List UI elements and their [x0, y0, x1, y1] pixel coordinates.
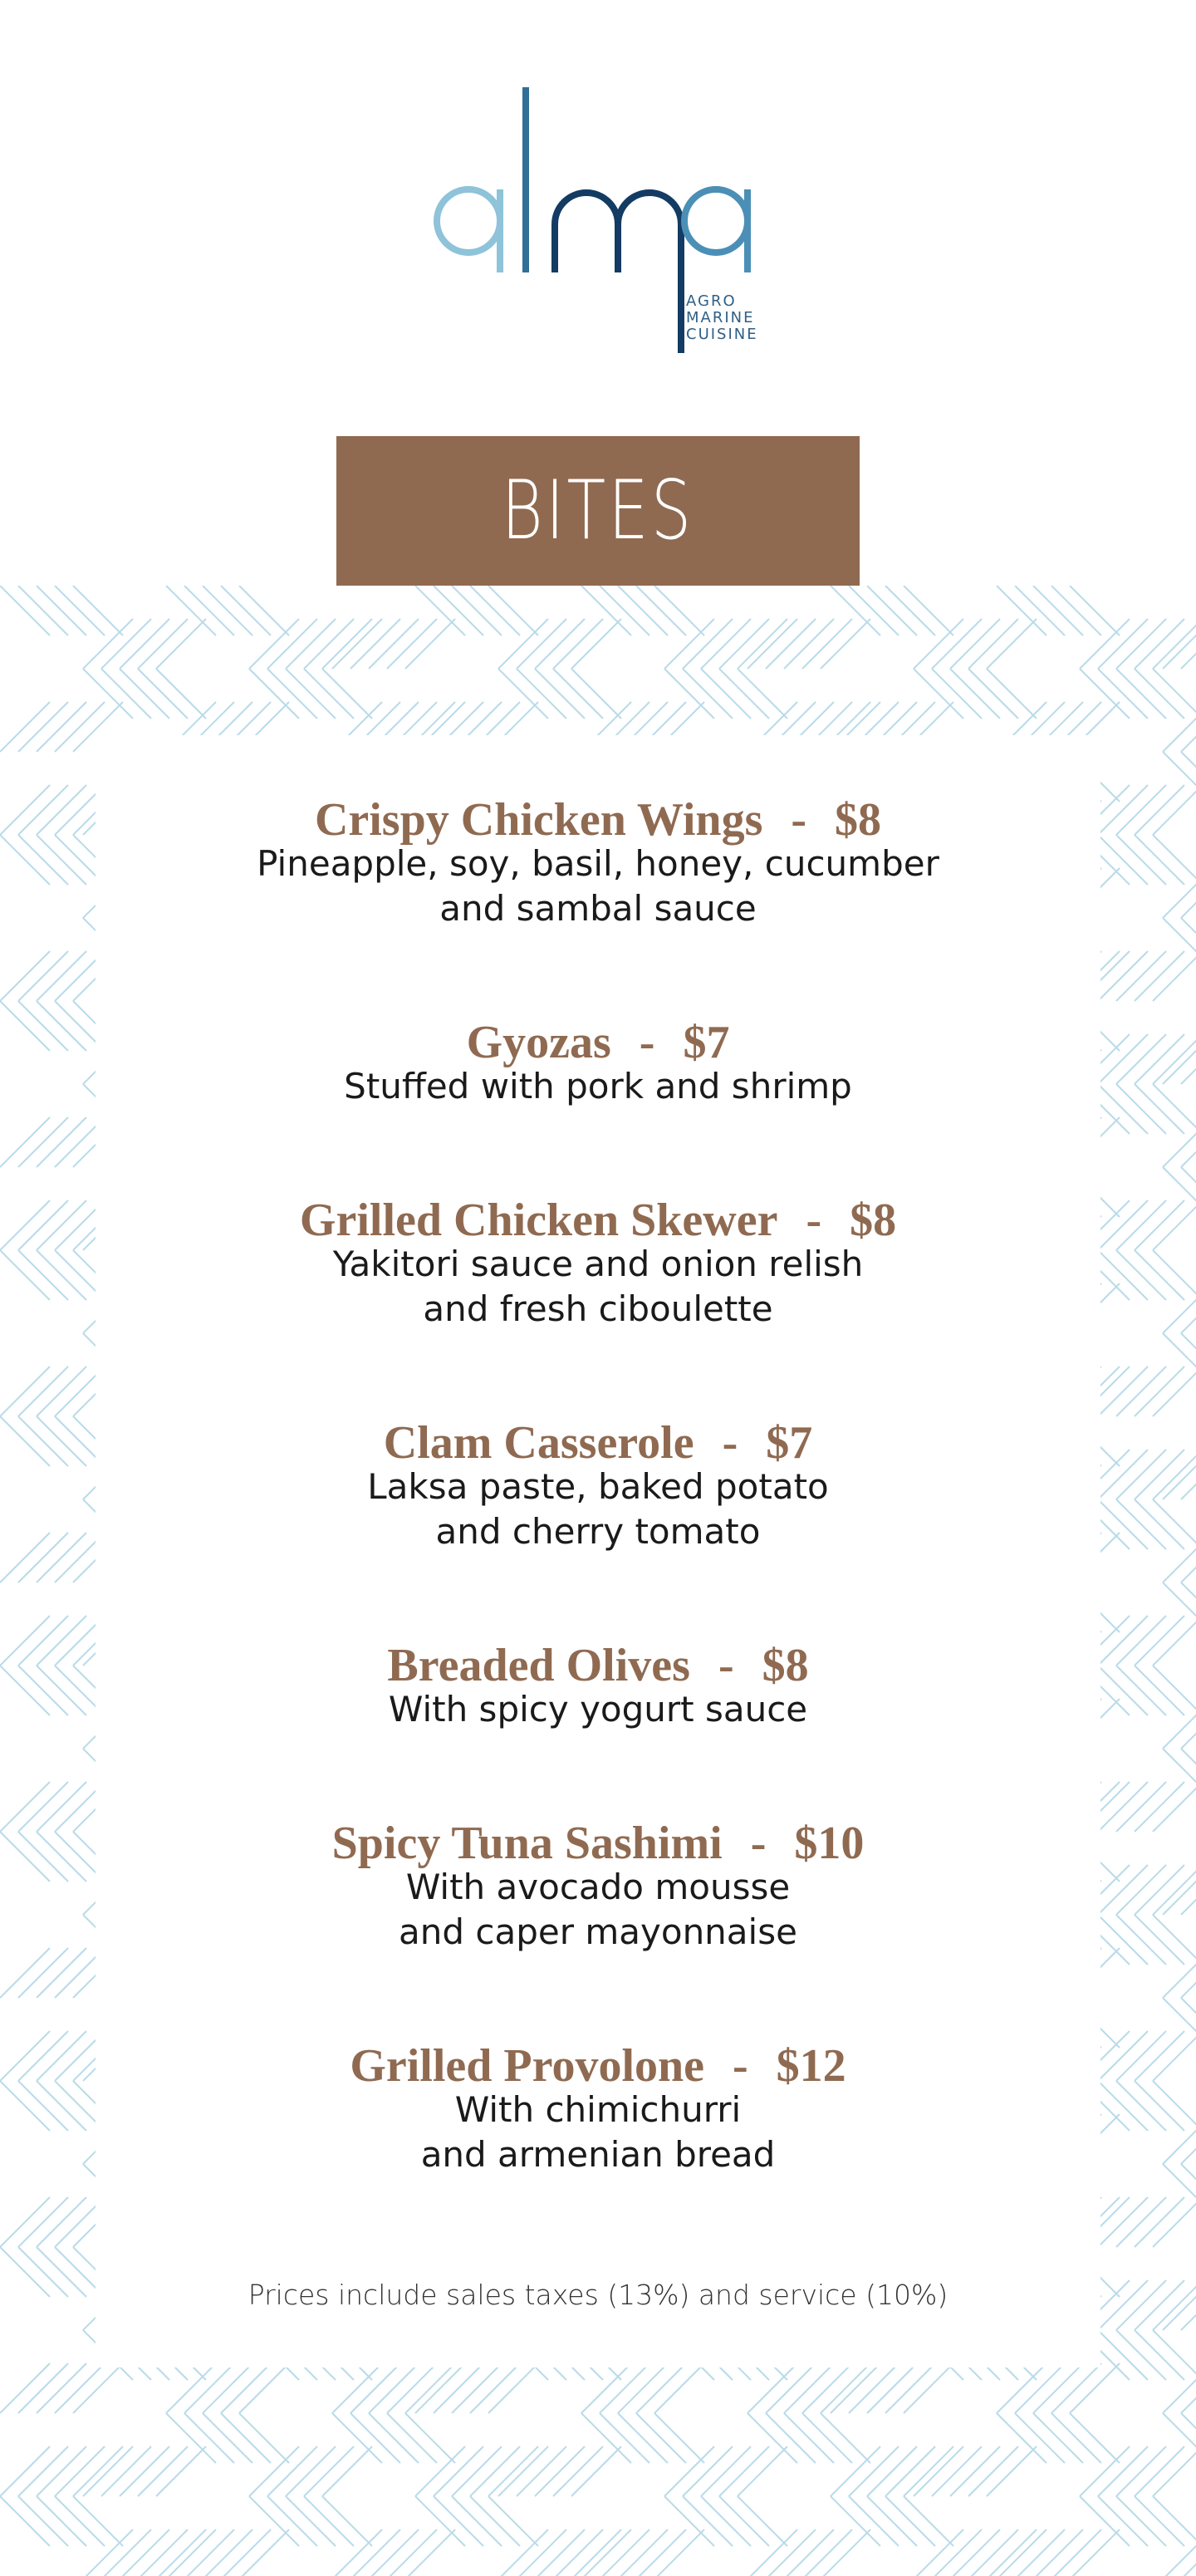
- item-description: [96, 1865, 1100, 1955]
- pattern-stroke: [1163, 1582, 1196, 1632]
- pattern-stroke: [1163, 868, 1196, 918]
- item-separator: -: [806, 1195, 822, 1246]
- pattern-stroke: [1163, 1034, 1196, 1084]
- item-price: $7: [683, 1017, 730, 1068]
- pattern-stroke: [83, 2529, 133, 2576]
- description-line: With chimichurri: [454, 2089, 742, 2130]
- pattern-stroke: [1163, 1450, 1196, 1499]
- description-line: and cherry tomato: [435, 1511, 761, 1552]
- pattern-stroke: [1163, 2363, 1196, 2413]
- item-description: [96, 1687, 1100, 1732]
- pattern-stroke: [1163, 1117, 1196, 1167]
- pattern-stroke: [1163, 1948, 1196, 1998]
- description-line: Pineapple, soy, basil, honey, cucumber: [257, 843, 939, 884]
- pattern-stroke: [1163, 1533, 1196, 1582]
- item-heading: [96, 1639, 1100, 1692]
- pattern-stroke: [498, 2529, 548, 2576]
- price-footnote: Prices include sales taxes (13%) and service (10%): [248, 2279, 948, 2311]
- item-separator: -: [639, 1017, 655, 1068]
- item-description: [96, 841, 1100, 931]
- logo-tagline: [686, 293, 777, 343]
- item-heading: [96, 793, 1100, 846]
- description-line: and fresh ciboulette: [423, 1288, 773, 1329]
- pattern-stroke: [1163, 2164, 1196, 2214]
- section-title: BITES: [502, 464, 694, 558]
- section-header: [336, 436, 860, 586]
- menu-item: [96, 1416, 1100, 1554]
- item-heading: [96, 1194, 1100, 1247]
- pattern-stroke: [1163, 1167, 1196, 1217]
- item-name: Crispy Chicken Wings: [314, 794, 763, 846]
- pattern-stroke: [166, 2529, 216, 2576]
- pattern-stroke: [581, 2529, 631, 2576]
- item-name: Grilled Chicken Skewer: [299, 1195, 778, 1246]
- tagline-line: CUISINE: [686, 326, 758, 343]
- pattern-stroke: [997, 2529, 1046, 2576]
- pattern-stroke: [1163, 2413, 1196, 2463]
- item-separator: -: [791, 794, 807, 846]
- pattern-stroke: [1163, 2280, 1196, 2330]
- item-separator: -: [718, 1640, 734, 1691]
- tagline-line: AGRO: [686, 292, 737, 310]
- pattern-stroke: [1163, 1333, 1196, 1383]
- pattern-stroke: [1163, 1283, 1196, 1333]
- item-heading: [96, 2039, 1100, 2093]
- pattern-stroke: [1163, 702, 1196, 752]
- pattern-stroke: [1163, 1865, 1196, 1915]
- pattern-stroke: [748, 2529, 797, 2576]
- menu-item: [96, 1194, 1100, 1332]
- item-price: $7: [766, 1417, 813, 1469]
- item-description: [96, 1242, 1100, 1332]
- menu-item: [96, 1817, 1100, 1955]
- item-description: [96, 2088, 1100, 2177]
- pattern-stroke: [332, 2529, 382, 2576]
- pattern-stroke: [1163, 619, 1196, 669]
- item-price: $10: [794, 1818, 865, 1869]
- item-heading: [96, 1016, 1100, 1069]
- tagline-line: MARINE: [686, 309, 755, 326]
- description-line: Laksa paste, baked potato: [367, 1466, 829, 1507]
- item-description: [96, 1465, 1100, 1554]
- item-separator: -: [722, 1417, 738, 1469]
- item-heading: [96, 1416, 1100, 1470]
- item-name: Grilled Provolone: [350, 2040, 705, 2092]
- menu-item: [96, 1016, 1100, 1109]
- pattern-stroke: [1163, 1749, 1196, 1798]
- item-separator: -: [733, 2040, 748, 2092]
- item-price: $8: [835, 794, 882, 846]
- item-price: $8: [850, 1195, 897, 1246]
- description-line: Stuffed with pork and shrimp: [344, 1066, 852, 1106]
- item-name: Breaded Olives: [387, 1640, 690, 1691]
- description-line: and armenian bread: [420, 2134, 776, 2175]
- pattern-stroke: [1163, 1699, 1196, 1749]
- pattern-stroke: [1163, 918, 1196, 968]
- menu-item: [96, 793, 1100, 931]
- item-separator: -: [750, 1818, 767, 1869]
- item-heading: [96, 1817, 1100, 1870]
- pattern-stroke: [914, 2529, 963, 2576]
- menu-item: [96, 1639, 1100, 1732]
- item-name: Spicy Tuna Sashimi: [331, 1818, 723, 1869]
- pattern-stroke: [1163, 2114, 1196, 2164]
- description-line: and caper mayonnaise: [399, 1911, 797, 1952]
- pattern-stroke: [1163, 752, 1196, 802]
- description-line: Yakitori sauce and onion relish: [332, 1244, 864, 1284]
- item-price: $8: [762, 1640, 809, 1691]
- pattern-stroke: [1163, 1998, 1196, 2048]
- description-line: With avocado mousse: [405, 1867, 791, 1907]
- item-price: $12: [776, 2040, 846, 2092]
- menu-item: [96, 2039, 1100, 2177]
- item-name: Gyozas: [466, 1017, 611, 1068]
- item-name: Clam Casserole: [383, 1417, 694, 1469]
- description-line: With spicy yogurt sauce: [388, 1689, 808, 1730]
- item-description: [96, 1064, 1100, 1109]
- description-line: and sambal sauce: [439, 888, 757, 929]
